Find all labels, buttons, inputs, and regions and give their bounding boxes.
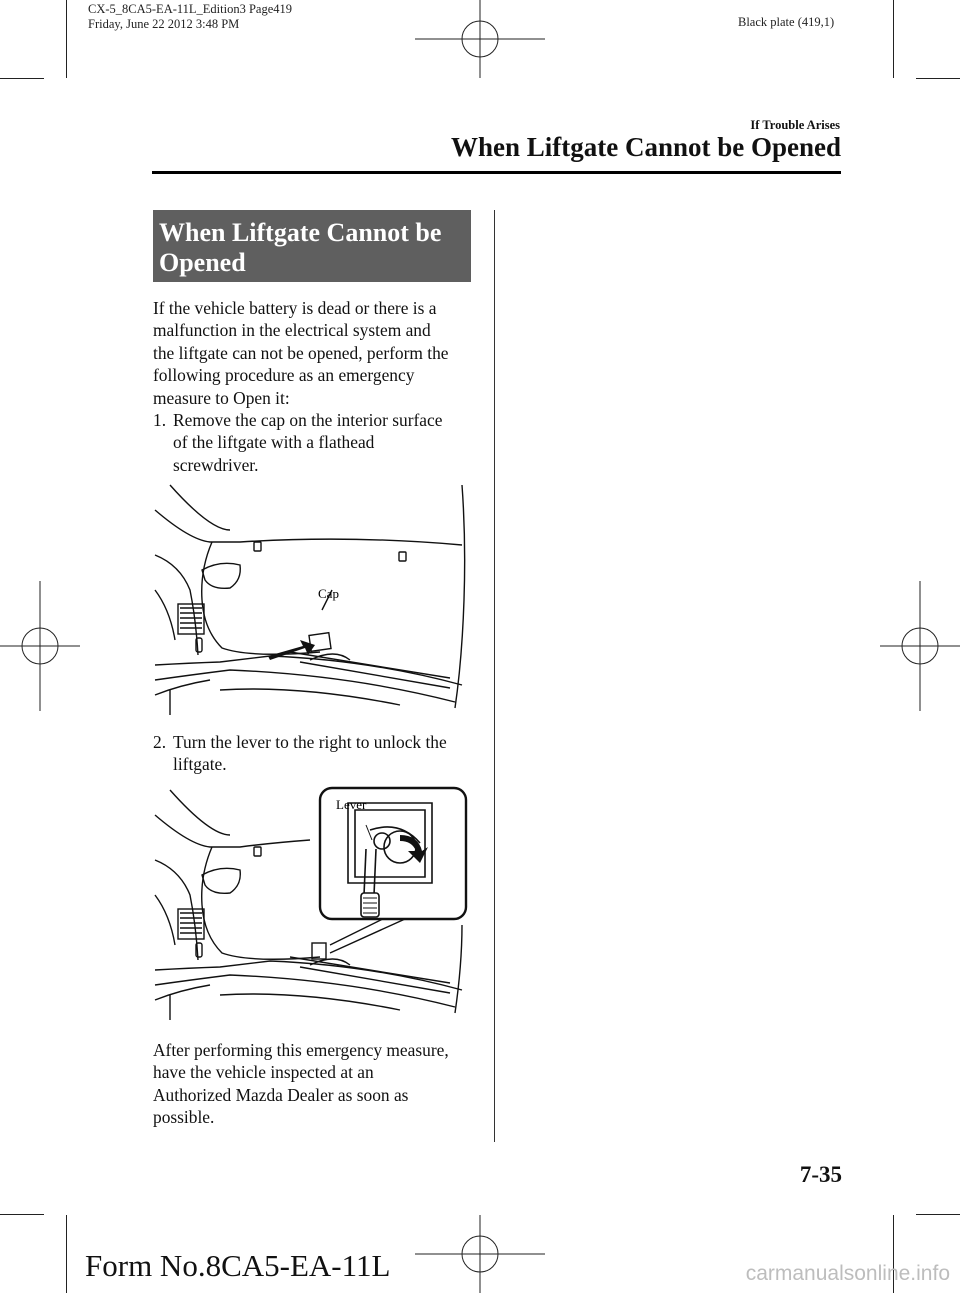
print-file-info bbox=[88, 2, 292, 32]
watermark: carmanualsonline.info bbox=[745, 1262, 950, 1285]
lever-callout: Lever bbox=[336, 797, 367, 812]
section-title: When Liftgate Cannot be Opened bbox=[450, 132, 841, 162]
step-number: 2. bbox=[153, 732, 167, 752]
step-line: liftgate. bbox=[173, 754, 227, 775]
step-line: screwdriver. bbox=[173, 454, 259, 475]
step-number: 1. bbox=[153, 410, 167, 430]
closing-line: have the vehicle inspected at an bbox=[153, 1062, 374, 1083]
closing-paragraph bbox=[153, 1039, 483, 1129]
step-1 bbox=[153, 409, 483, 476]
intro-line: If the vehicle battery is dead or there is a bbox=[153, 298, 437, 318]
figure-turn-lever bbox=[150, 785, 470, 1025]
page-number: 7-35 bbox=[799, 1162, 842, 1187]
closing-line: Authorized Mazda Dealer as soon as bbox=[153, 1084, 409, 1105]
intro-line: malfunction in the electrical system and bbox=[153, 320, 431, 341]
step-line: Turn the lever to the right to unlock the bbox=[173, 732, 447, 752]
intro-paragraph bbox=[153, 297, 483, 409]
header-rule bbox=[152, 171, 841, 174]
step-2 bbox=[153, 731, 483, 776]
heading-line-2: Opened bbox=[159, 248, 246, 277]
heading-box bbox=[153, 210, 471, 282]
heading-line-1: When Liftgate Cannot be bbox=[159, 218, 442, 247]
closing-line: After performing this emergency measure, bbox=[153, 1040, 449, 1060]
closing-line: possible. bbox=[153, 1107, 215, 1128]
chapter-label: If Trouble Arises bbox=[750, 118, 840, 132]
intro-line: measure to Open it: bbox=[153, 387, 290, 408]
step-line: of the liftgate with a flathead bbox=[173, 432, 375, 453]
cap-callout: Cap bbox=[318, 586, 339, 601]
form-number: Form No.8CA5-EA-11L bbox=[85, 1248, 391, 1283]
print-date-line: Friday, June 22 2012 3:48 PM bbox=[88, 17, 240, 31]
column-divider bbox=[494, 210, 495, 1142]
intro-line: following procedure as an emergency bbox=[153, 365, 415, 386]
intro-line: the liftgate can not be opened, perform the bbox=[153, 342, 449, 363]
print-file-line: CX-5_8CA5-EA-11L_Edition3 Page419 bbox=[88, 2, 293, 16]
plate-label: Black plate (419,1) bbox=[738, 15, 835, 29]
step-line: Remove the cap on the interior surface bbox=[173, 410, 443, 430]
figure-remove-cap bbox=[150, 480, 470, 720]
